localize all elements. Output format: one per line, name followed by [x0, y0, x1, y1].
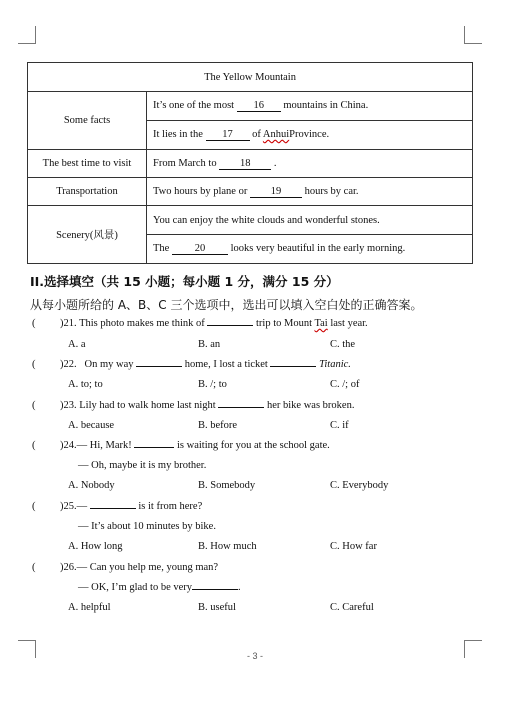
- row-label-scenery: Scenery(风景): [28, 206, 147, 264]
- section-instruction: 从每小题所给的 A、B、C 三个选项中，选出可以填入空白处的正确答案。: [30, 298, 423, 312]
- question-24-reply: — Oh, maybe it is my brother.: [78, 460, 207, 471]
- option-b: B. before: [198, 420, 238, 431]
- table-title: The Yellow Mountain: [28, 63, 473, 92]
- option-a: A. Nobody: [68, 480, 115, 491]
- answer-blank: 16: [237, 100, 281, 112]
- blank-line: [136, 366, 182, 367]
- option-a: A. a: [68, 339, 86, 350]
- table-cell: It’s one of the most 16 mountains in China.: [147, 92, 473, 121]
- row-label-best-time: The best time to visit: [28, 150, 147, 178]
- crop-mark-top-right: [464, 26, 482, 44]
- blank-line: [218, 407, 264, 408]
- option-c: C. Careful: [330, 602, 374, 613]
- answer-paren: (: [32, 318, 36, 329]
- table-cell: Two hours by plane or 19 hours by car.: [147, 178, 473, 206]
- blank-line: [270, 366, 316, 367]
- section-title: II.选择填空（共 15 小题；每小题 1 分，满分 15 分）: [30, 274, 339, 289]
- option-c: C. if: [330, 420, 349, 431]
- option-c: C. /; of: [330, 379, 360, 390]
- answer-blank: 20: [172, 243, 228, 255]
- answer-blank: 17: [206, 129, 250, 141]
- option-c: C. Everybody: [330, 480, 389, 491]
- page-number: - 3 -: [246, 651, 263, 661]
- option-a: A. How long: [68, 541, 123, 552]
- option-c: C. the: [330, 339, 356, 350]
- answer-paren: (: [32, 440, 36, 451]
- answer-paren: (: [32, 359, 36, 370]
- table-cell: The 20 looks very beautiful in the early morning.: [147, 235, 473, 264]
- option-b: B. /; to: [198, 379, 227, 390]
- row-label-some-facts: Some facts: [28, 92, 147, 150]
- answer-paren: (: [32, 400, 36, 411]
- option-b: B. Somebody: [198, 480, 256, 491]
- table-cell: From March to 18 .: [147, 150, 473, 178]
- answer-blank: 19: [250, 186, 302, 198]
- yellow-mountain-table: [27, 62, 473, 264]
- table-cell: You can enjoy the white clouds and wonderful stones.: [147, 206, 473, 235]
- question-25-reply: — It’s about 10 minutes by bike.: [78, 521, 216, 532]
- option-c: C. How far: [330, 541, 377, 552]
- option-b: B. useful: [198, 602, 236, 613]
- blank-line: [192, 589, 238, 590]
- blank-line: [207, 325, 253, 326]
- blank-line: [90, 508, 136, 509]
- table-cell: It lies in the 17 of AnhuiProvince.: [147, 121, 473, 150]
- crop-mark-top-left: [18, 26, 36, 44]
- option-a: A. helpful: [68, 602, 111, 613]
- answer-paren: (: [32, 501, 36, 512]
- option-b: B. How much: [198, 541, 257, 552]
- blank-line: [134, 447, 174, 448]
- question-26-reply: — OK, I’m glad to be very .: [78, 582, 241, 593]
- option-a: A. because: [68, 420, 115, 431]
- answer-paren: (: [32, 562, 36, 573]
- answer-blank: 18: [219, 158, 271, 170]
- option-a: A. to; to: [68, 379, 103, 390]
- option-b: B. an: [198, 339, 221, 350]
- row-label-transportation: Transportation: [28, 178, 147, 206]
